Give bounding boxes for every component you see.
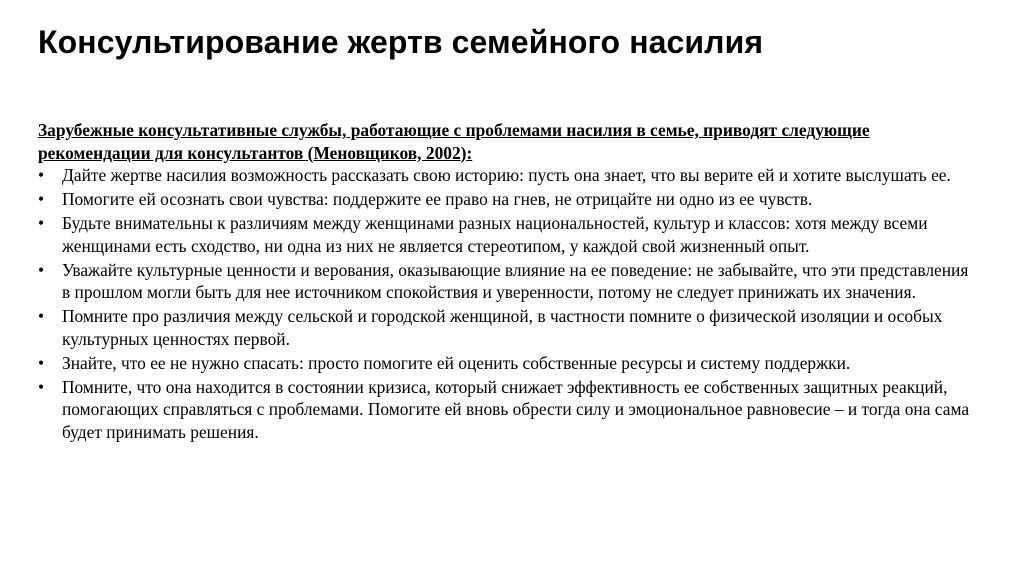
recommendations-list [38,164,978,443]
list-item-text: Помните, что она находится в состоянии кризиса, который снижает эффективность ее собственных защитных реакций, помогающих справляться с проблемами. Помогите ей вновь обрести силу и эмоциональное равновесие – и тогда она сама будет принимать решения. [62,376,970,442]
list-item [38,305,978,350]
bullet-icon: • [38,376,45,397]
intro-paragraph: Зарубежные консультативные службы, работающие с проблемами насилия в семье, приводят следующие рекомендации для консультантов (Меновщиков, 2002): [38,120,870,163]
list-item [38,164,978,187]
list-item [38,188,978,211]
list-item [38,352,978,375]
list-item-text: Знайте, что ее не нужно спасать: просто помогите ей оценить собственные ресурсы и систему поддержки. [62,352,851,373]
slide-content [38,119,978,445]
bullet-icon: • [38,259,45,280]
bullet-icon: • [38,165,45,185]
list-item [38,259,978,304]
bullet-icon: • [38,189,45,209]
list-item [38,212,978,257]
list-item-text: Помните про различия между сельской и городской женщиной, в частности помните о физической изоляции и особых культурных ценностях первой. [62,306,943,349]
list-item-text: Уважайте культурные ценности и верования, оказывающие влияние на ее поведение: не забывайте, что эти представления в прошлом могли быть для нее источником спокойствия и уверенности, потому не следует принижать их значения. [62,259,969,302]
bullet-icon: • [38,306,45,326]
slide-title: Консультирование жертв семейного насилия [38,24,764,60]
list-item-text: Будьте внимательны к различиям между женщинами разных национальностей, культур и классов: хотя между всеми женщинами есть сходство, ни одна из них не является стереотипом, у каждой свой жизненный опыт. [62,213,928,256]
bullet-icon: • [38,352,45,373]
list-item [38,376,978,444]
bullet-icon: • [38,213,45,233]
list-item-text: Дайте жертве насилия возможность рассказать свою историю: пусть она знает, что вы верите ей и хотите выслушать ее. [62,165,951,185]
list-item-text: Помогите ей осознать свои чувства: поддержите ее право на гнев, не отрицайте ни одно из ее чувств. [62,189,813,209]
